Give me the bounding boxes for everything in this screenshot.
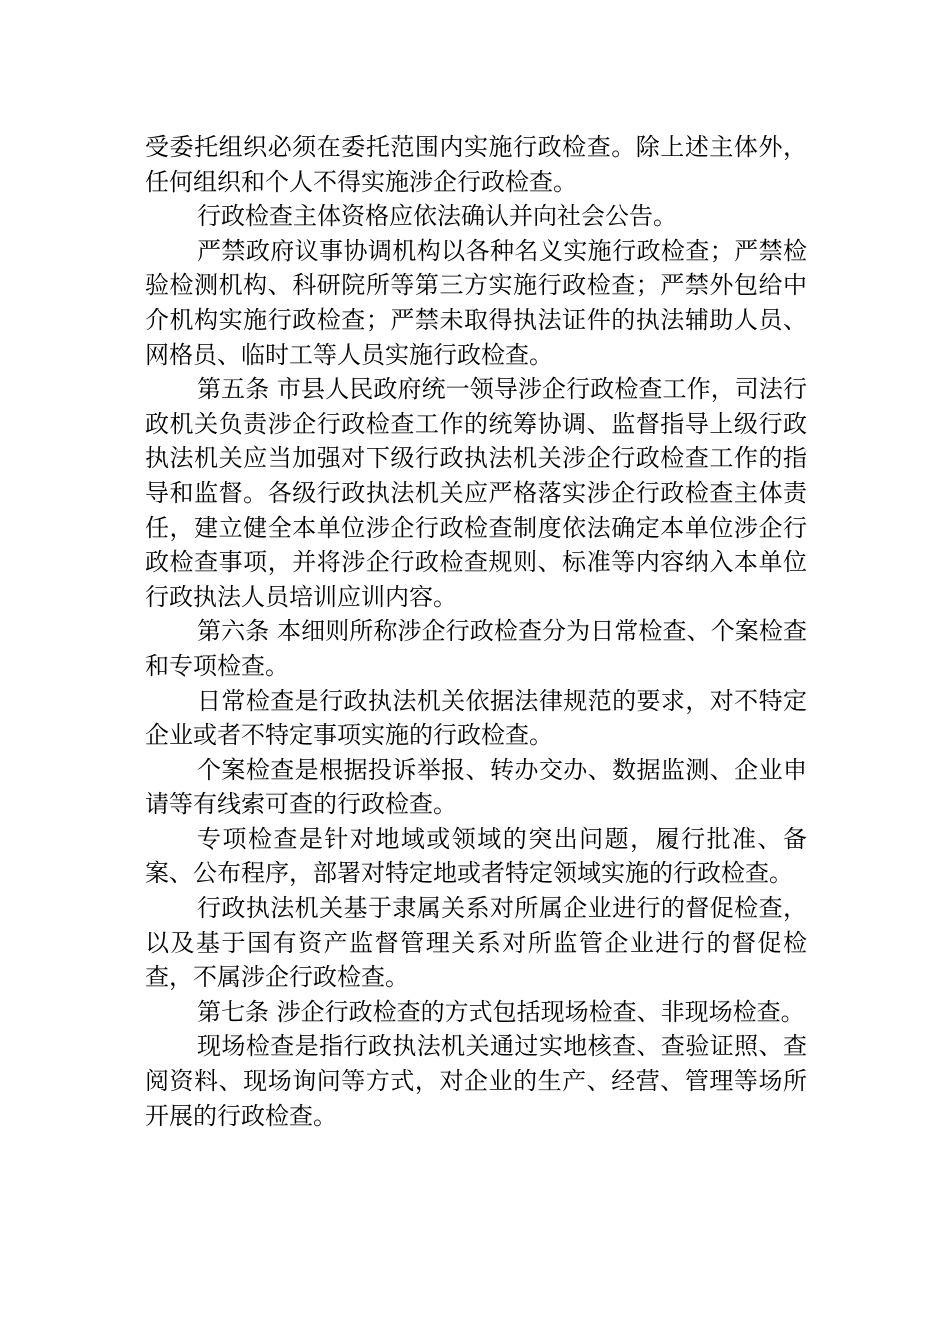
paragraph-article-5: 第五条 市县人民政府统一领导涉企行政检查工作，司法行政机关负责涉企行政检查工作的统筹协调、监督指导上级行政执法机关应当加强对下级行政执法机关涉企行政检查工作的指导和监督。各级行政执法机关应严格落实涉企行政检查主体责任，建立健全本单位涉企行政检查制度依法确定本单位涉企行政检查事项，并将涉企行政检查规则、标准等内容纳入本单位行政执法人员培训应训内容。 — [145, 375, 807, 611]
paragraph-article-6: 第六条 本细则所称涉企行政检查分为日常检查、个案检查和专项检查。 — [145, 617, 807, 680]
paragraph-routine-inspection: 日常检查是行政执法机关依据法律规范的要求，对不特定企业或者不特定事项实施的行政检查。 — [145, 686, 807, 750]
paragraph-onsite-inspection: 现场检查是指行政执法机关通过实地核查、查验证照、查阅资料、现场询问等方式，对企业的生产、经营、管理等场所开展的行政检查。 — [145, 1032, 807, 1130]
paragraph-1: 受委托组织必须在委托范围内实施行政检查。除上述主体外，任何组织和个人不得实施涉企行政检查。 — [145, 133, 807, 196]
paragraph-2: 行政检查主体资格应依法确认并向社会公告。 — [197, 202, 677, 231]
paragraph-special-inspection: 专项检查是针对地域或领域的突出问题，履行批准、备案、公布程序，部署对特定地或者特定领域实施的行政检查。 — [145, 824, 807, 888]
paragraph-article-7: 第七条 涉企行政检查的方式包括现场检查、非现场检查。 — [197, 997, 805, 1026]
paragraph-3: 严禁政府议事协调机构以各种名义实施行政检查；严禁检验检测机构、科研院所等第三方实施行政检查；严禁外包给中介机构实施行政检查；严禁未取得执法证件的执法辅助人员、网格员、临时工等人员实施行政检查。 — [145, 236, 807, 369]
paragraph-exclusion: 行政执法机关基于隶属关系对所属企业进行的督促检查，以及基于国有资产监督管理关系对所监管企业进行的督促检查，不属涉企行政检查。 — [145, 894, 807, 992]
document-page — [145, 130, 807, 1133]
paragraph-case-inspection: 个案检查是根据投诉举报、转办交办、数据监测、企业申请等有线索可查的行政检查。 — [145, 755, 807, 819]
